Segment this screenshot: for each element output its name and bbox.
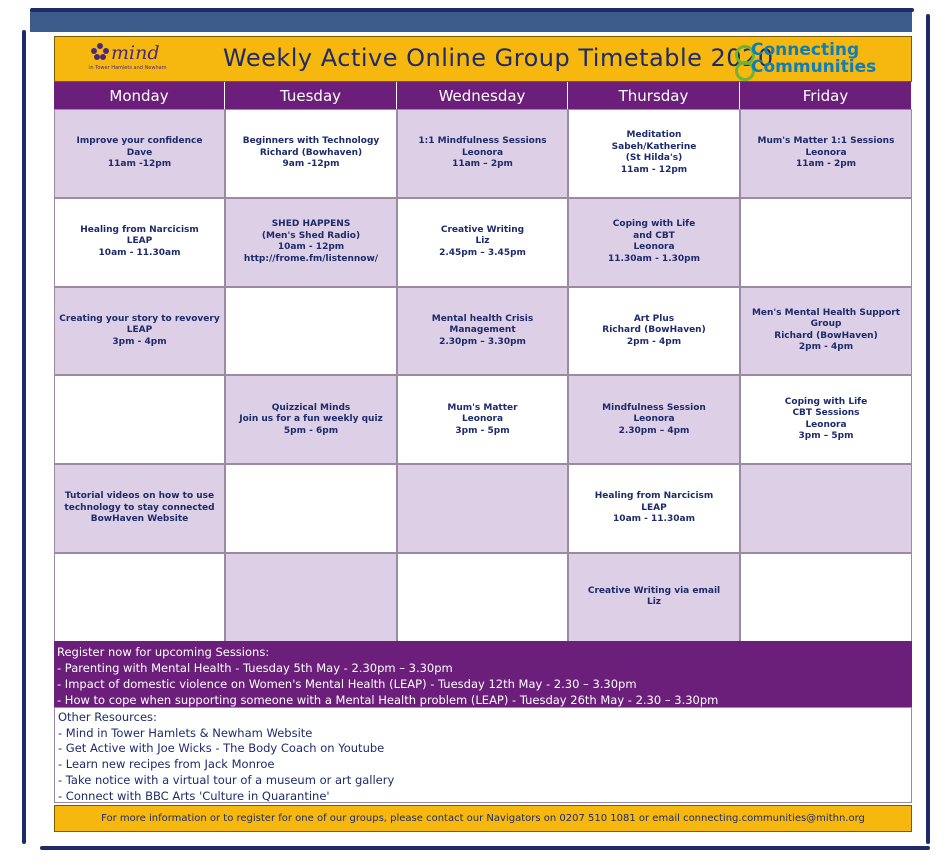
session-cell — [54, 375, 225, 464]
session-text: 1:1 Mindfulness Sessions — [418, 136, 547, 147]
session-text: 11am - 12pm — [620, 164, 688, 175]
session-cell — [740, 198, 912, 287]
session-text: technology to stay connected — [64, 502, 215, 513]
session-text: 2.30pm – 3.30pm — [439, 336, 526, 347]
session-cell — [568, 464, 740, 553]
session-cell — [740, 287, 912, 376]
session-text: Sabeh/Katherine — [611, 141, 697, 152]
session-text: Richard (BowHaven) — [602, 325, 706, 336]
frame-left — [22, 30, 26, 844]
session-text: 11am – 2pm — [452, 159, 513, 170]
session-cell — [397, 464, 568, 553]
session-cell — [54, 109, 225, 198]
session-cell — [740, 553, 912, 642]
session-text: Healing from Narcicism — [594, 491, 714, 502]
session-text: Mental health Crisis Management — [431, 313, 534, 336]
session-text: 9am -12pm — [282, 159, 340, 170]
session-text: LEAP — [641, 502, 667, 513]
day-header-friday: Friday — [740, 82, 912, 109]
session-text: Richard (Bowhaven) — [259, 147, 363, 158]
resource-item: - Mind in Tower Hamlets & Newham Website — [58, 725, 313, 740]
frame-right — [926, 14, 930, 844]
session-cell — [225, 198, 397, 287]
session-cell — [740, 109, 912, 198]
session-cell — [568, 109, 740, 198]
session-cell — [568, 553, 740, 642]
session-cell — [225, 375, 397, 464]
timetable-row — [54, 464, 912, 553]
session-cell — [568, 198, 740, 287]
session-text: LEAP — [126, 325, 153, 336]
logo-subtitle: in Tower Hamlets and Newham — [89, 65, 167, 71]
session-text: 11am - 2pm — [795, 159, 857, 170]
session-cell — [397, 375, 568, 464]
session-cell — [225, 109, 397, 198]
session-cell — [397, 287, 568, 376]
session-text: Dave — [126, 147, 153, 158]
session-text: Liz — [475, 236, 490, 247]
session-text: 3pm - 5pm — [455, 425, 510, 436]
timetable-sheet — [54, 36, 912, 832]
session-text: Creative Writing — [440, 224, 525, 235]
register-panel — [54, 641, 912, 707]
session-text: Beginners with Technology — [242, 136, 380, 147]
logo-line-connecting: Connecting — [751, 40, 860, 60]
session-text: Leonora — [461, 147, 504, 158]
session-cell — [397, 109, 568, 198]
register-item: - Parenting with Mental Health - Tuesday 5th May - 2.30pm – 3.30pm — [57, 661, 453, 675]
logo-wordmark: mind — [111, 42, 160, 64]
session-text: SHED HAPPENS — [271, 219, 351, 230]
session-cell — [740, 464, 912, 553]
session-text: Tutorial videos on how to use — [64, 491, 215, 502]
session-text: 11am -12pm — [107, 159, 172, 170]
session-text: 10am - 12pm — [277, 242, 345, 253]
top-band — [30, 10, 912, 32]
session-text: Meditation — [626, 130, 682, 141]
session-text: Art Plus — [633, 313, 675, 324]
header-banner — [54, 36, 912, 82]
session-text: Men's Mental Health Support — [751, 307, 901, 318]
session-text: and CBT — [633, 230, 675, 241]
session-text: 2pm - 4pm — [626, 336, 682, 347]
session-cell — [54, 553, 225, 642]
session-text: (St Hilda's) — [625, 153, 683, 164]
mind-flower-icon — [89, 41, 111, 63]
session-cell — [740, 375, 912, 464]
register-item: - How to cope when supporting someone with a Mental Health problem (LEAP) - Tuesday 26th May - 2.30 – 3.30pm — [57, 693, 719, 707]
session-text: Leonora — [633, 242, 675, 253]
logo-line-communities: Communities — [751, 57, 877, 77]
session-text: Creating your story to revovery — [59, 313, 220, 324]
contact-footer: For more information or to register for one of our groups, please contact our Navigators on 0207 510 1081 or email connecting.communities@mithn.org — [54, 805, 912, 832]
session-text: Group — [810, 319, 842, 330]
session-text: 5pm - 6pm — [283, 425, 339, 436]
session-cell — [397, 553, 568, 642]
session-cell — [225, 464, 397, 553]
page-title: Weekly Active Online Group Timetable 2020 — [223, 44, 774, 72]
timetable-row — [54, 109, 912, 198]
session-text: Richard (BowHaven) — [774, 330, 878, 341]
session-text: 3pm – 5pm — [798, 431, 854, 442]
session-cell — [54, 287, 225, 376]
session-text: Mum's Matter 1:1 Sessions — [757, 136, 895, 147]
session-cell — [54, 198, 225, 287]
session-text: Coping with Life — [784, 396, 868, 407]
register-item: Register now for upcoming Sessions: — [57, 645, 270, 659]
resource-item: Other Resources: — [58, 710, 157, 724]
session-text: Leonora — [633, 414, 675, 425]
resource-item: - Take notice with a virtual tour of a museum or art gallery — [58, 772, 395, 787]
session-text: Quizzical Minds — [271, 402, 351, 413]
day-header-tuesday: Tuesday — [225, 82, 397, 109]
session-text: http://frome.fm/listennow/ — [243, 253, 379, 264]
timetable-row — [54, 287, 912, 376]
session-text: 10am - 11.30am — [613, 514, 695, 525]
session-cell — [397, 198, 568, 287]
session-text: Liz — [646, 597, 662, 608]
resource-item: - Connect with BBC Arts 'Culture in Quarantine' — [58, 788, 330, 803]
session-text: LEAP — [126, 236, 153, 247]
frame-bottom — [40, 846, 930, 850]
session-text: Mindfulness Session — [602, 402, 706, 413]
session-cell — [568, 287, 740, 376]
session-text: Leonora — [805, 419, 847, 430]
session-text: Healing from Narcicism — [80, 224, 199, 235]
session-text: 3pm - 4pm — [112, 336, 167, 347]
resources-panel — [54, 707, 912, 803]
session-cell — [225, 287, 397, 376]
day-header-monday: Monday — [54, 82, 225, 109]
session-text: BowHaven Website — [90, 514, 189, 525]
session-text: Mum's Matter — [447, 402, 518, 413]
frame-top — [30, 8, 914, 12]
session-cell — [54, 464, 225, 553]
session-text: 2.30pm – 4pm — [618, 425, 690, 436]
timetable-grid — [54, 109, 912, 642]
session-text: 11.30am - 1.30pm — [608, 253, 700, 264]
session-text: 10am - 11.30am — [98, 247, 181, 258]
session-text: 2.45pm – 3.45pm — [439, 247, 526, 258]
session-text: Leonora — [461, 414, 504, 425]
session-text: (Men's Shed Radio) — [261, 230, 361, 241]
register-item: - Impact of domestic violence on Women's Mental Health (LEAP) - Tuesday 12th May - 2.30 – 3.30pm — [57, 677, 637, 691]
session-cell — [568, 375, 740, 464]
timetable-row — [54, 198, 912, 287]
session-text: Coping with Life — [612, 219, 696, 230]
day-header-thursday: Thursday — [568, 82, 740, 109]
session-cell — [225, 553, 397, 642]
mind-logo — [89, 40, 179, 80]
timetable-row — [54, 553, 912, 642]
resource-item: - Get Active with Joe Wicks - The Body Coach on Youtube — [58, 741, 385, 756]
session-text: CBT Sessions — [792, 408, 860, 419]
timetable-row — [54, 375, 912, 464]
session-text: 2pm - 4pm — [798, 342, 854, 353]
connecting-communities-logo — [735, 42, 905, 78]
session-text: Leonora — [805, 147, 847, 158]
day-header-wednesday: Wednesday — [397, 82, 568, 109]
session-text: Join us for a fun weekly quiz — [239, 414, 383, 425]
session-text: Improve your confidence — [76, 136, 203, 147]
day-header-row — [54, 82, 912, 109]
session-text: Creative Writing via email — [587, 585, 721, 596]
resource-item: - Learn new recipes from Jack Monroe — [58, 757, 275, 772]
